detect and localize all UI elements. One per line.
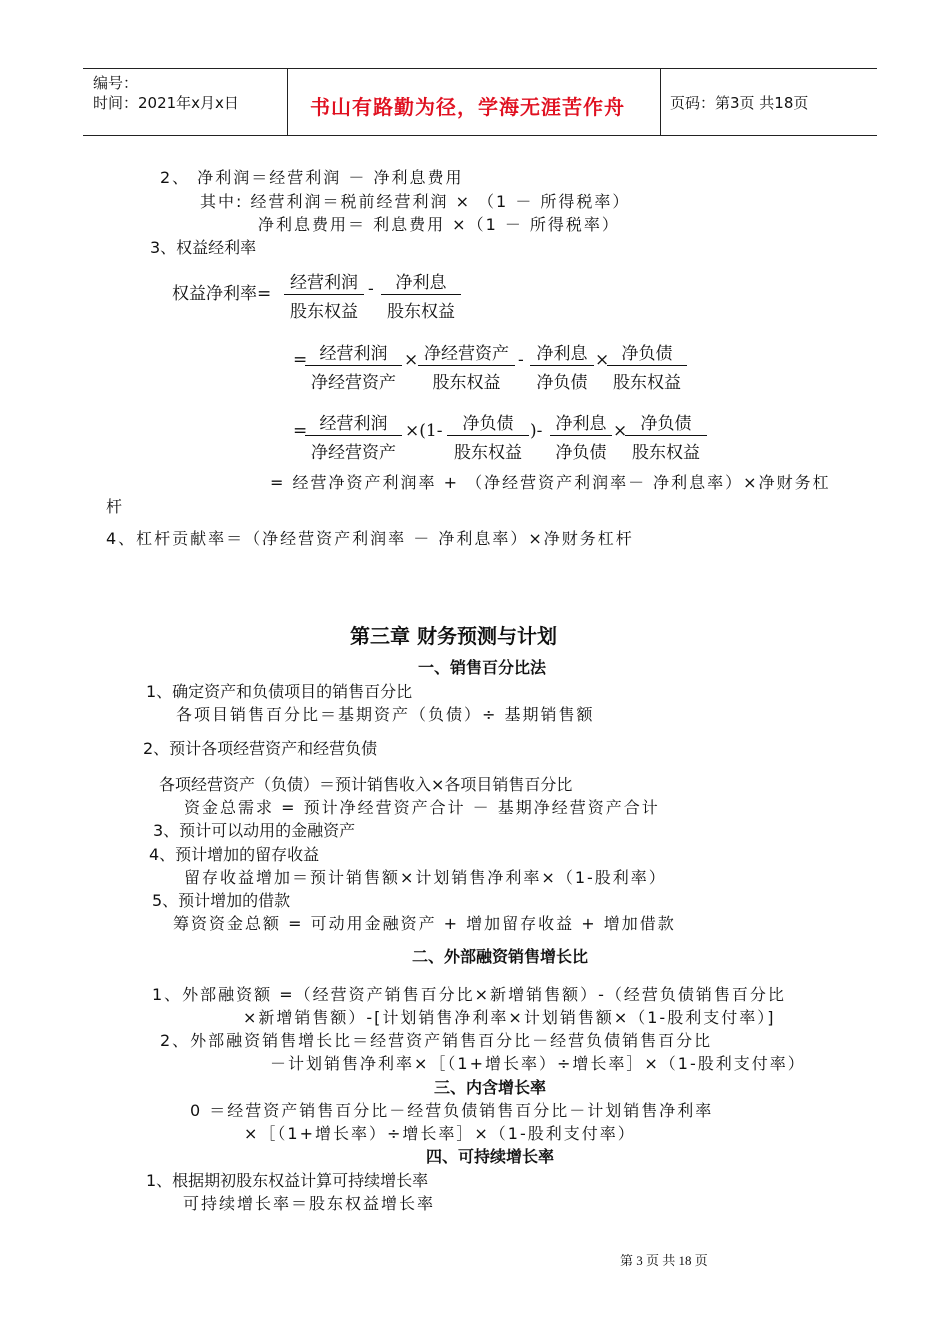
header-divider-left (287, 68, 288, 135)
fraction: 经营利润 股东权益 (284, 268, 364, 322)
header-id-label: 编号： (93, 74, 139, 92)
equals-sign: = (293, 350, 308, 370)
chapter-title: 第三章 财务预测与计划 (350, 624, 557, 648)
section-heading: 三、内含增长率 (434, 1078, 547, 1097)
text-line: 其中: 经营利润＝税前经营利润 × （1 － 所得税率） (200, 192, 631, 211)
text-line: 0 ＝经营资产销售百分比－经营负债销售百分比－计划销售净利率 (190, 1101, 714, 1120)
text-line: ×［（1+增长率）÷增长率］×（1-股利支付率） (244, 1124, 636, 1143)
text-line: 净利息费用＝ 利息费用 ×（1 － 所得税率） (258, 215, 620, 234)
text-line: 可持续增长率＝股东权益增长率 (183, 1194, 436, 1213)
equals-sign: = (293, 421, 308, 441)
text-line: 5、预计增加的借款 (152, 891, 291, 910)
text-line: 各项经营资产（负债）＝预计销售收入×各项目销售百分比 (159, 775, 573, 794)
times-sign: × (613, 421, 628, 441)
text-line: ×新增销售额）-[计划销售净利率×计划销售额×（1-股利支付率）] (243, 1008, 776, 1027)
section-heading: 四、可持续增长率 (426, 1147, 555, 1166)
header-motto: 书山有路勤为径，学海无涯苦作舟 (310, 95, 625, 119)
text-line: 2、预计各项经营资产和经营负债 (143, 739, 378, 758)
fraction: 净利息 净负债 (550, 409, 612, 463)
section-heading: 一、销售百分比法 (418, 658, 547, 677)
text-line: = 经营净资产利润率 + （净经营资产利润率－ 净利息率）×净财务杠 (270, 473, 831, 492)
text-line: 留存收益增加＝预计销售额×计划销售净利率×（1-股利率） (184, 868, 667, 887)
text-line: 2、 净利润＝经营利润 － 净利息费用 (160, 168, 464, 187)
minus-sign: - (518, 350, 524, 370)
header-top-rule (83, 68, 877, 69)
text-line: 4、杠杆贡献率＝（净经营资产利润率 － 净利息率）×净财务杠杆 (106, 529, 634, 548)
header-time-label: 时间：2021年x月x日 (93, 94, 239, 112)
text-line: 杆 (106, 497, 123, 516)
text-line: 1、根据期初股东权益计算可持续增长率 (146, 1171, 429, 1190)
close-minus: )- (530, 421, 543, 441)
times-sign: × (595, 350, 610, 370)
text-line: 各项目销售百分比＝基期资产（负债）÷ 基期销售额 (176, 705, 595, 724)
text-line: 1、确定资产和负债项目的销售百分比 (146, 682, 413, 701)
fraction: 净负债 股东权益 (447, 409, 529, 463)
minus-sign: - (368, 279, 374, 299)
text-line: 1、外部融资额 =（经营资产销售百分比×新增销售额）-（经营负债销售百分比 (152, 985, 786, 1004)
header-divider-right (660, 68, 661, 135)
header-bottom-rule (83, 135, 877, 136)
section-heading: 3、权益经利率 (150, 238, 257, 257)
page-footer: 第 3 页 共 18 页 (620, 1253, 708, 1268)
text-line: 2、外部融资销售增长比＝经营资产销售百分比－经营负债销售百分比 (160, 1031, 713, 1050)
times-sign: × (404, 350, 419, 370)
fraction: 净负债 股东权益 (625, 409, 707, 463)
header-page-label: 页码：第3页 共18页 (670, 94, 809, 112)
section-heading: 二、外部融资销售增长比 (412, 947, 589, 966)
text-line: 4、预计增加的留存收益 (149, 845, 320, 864)
text-line: －计划销售净利率×［（1+增长率）÷增长率］×（1-股利支付率） (270, 1054, 806, 1073)
fraction: 净负债 股东权益 (607, 339, 687, 393)
fraction: 净经营资产 股东权益 (418, 339, 515, 393)
fraction: 经营利润 净经营资产 (305, 339, 402, 393)
times-one-minus: ×(1- (405, 421, 443, 441)
fraction: 净利息 净负债 (530, 339, 594, 393)
text-line: 筹资资金总额 = 可动用金融资产 + 增加留存收益 + 增加借款 (173, 914, 676, 933)
formula-lhs: 权益净利率= (172, 284, 272, 304)
fraction: 经营利润 净经营资产 (305, 409, 402, 463)
text-line: 3、预计可以动用的金融资产 (153, 821, 356, 840)
fraction: 净利息 股东权益 (381, 268, 461, 322)
text-line: 资金总需求 = 预计净经营资产合计 － 基期净经营资产合计 (184, 798, 660, 817)
